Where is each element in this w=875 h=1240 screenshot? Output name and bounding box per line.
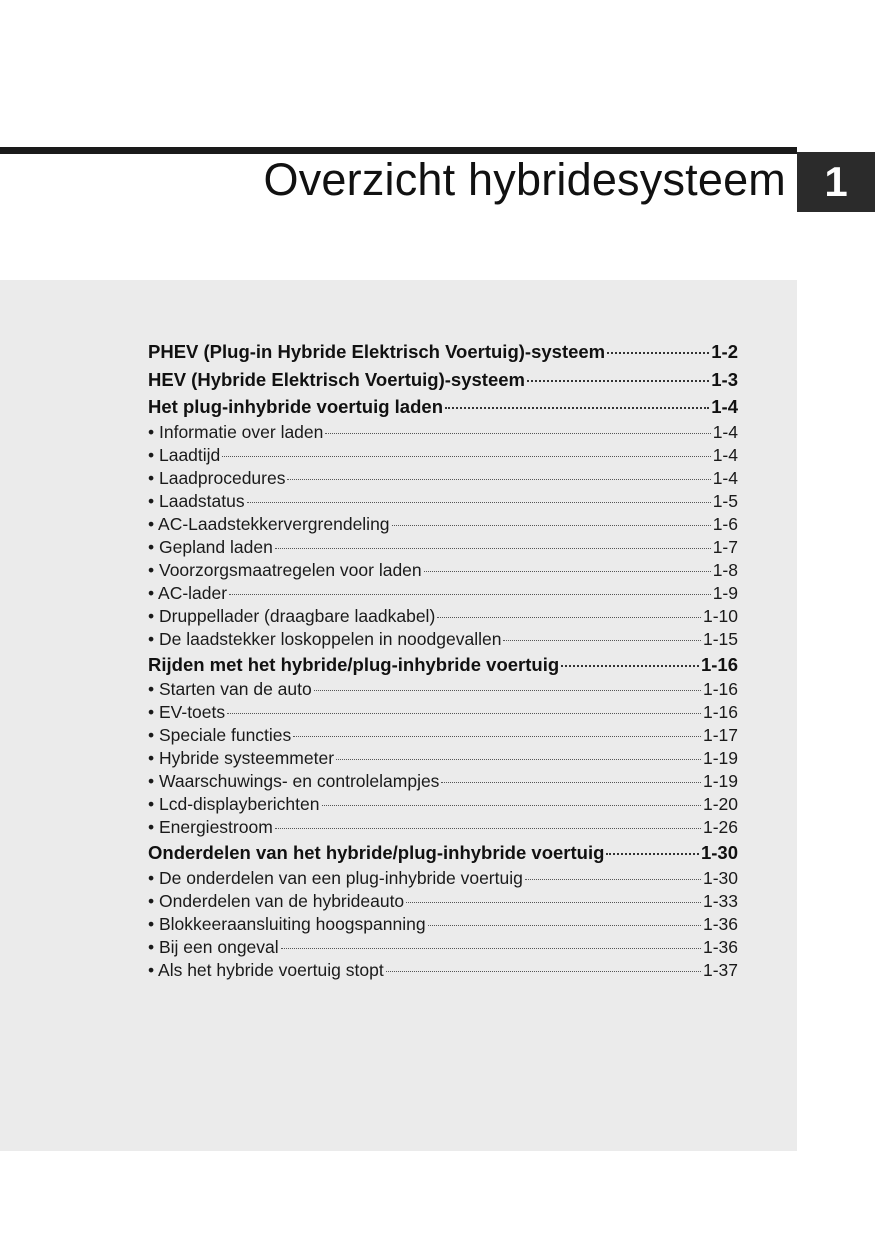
toc-entry-page: 1-16 (702, 702, 738, 722)
toc-entry-label: • AC-lader (148, 582, 228, 603)
toc-subsection-entry[interactable] (148, 913, 738, 936)
toc-subsection-entry[interactable] (148, 536, 738, 559)
toc-dot-leader (525, 879, 701, 880)
toc-section-entry[interactable] (148, 366, 738, 394)
toc-subsection-entry[interactable] (148, 770, 738, 793)
toc-dot-leader (445, 407, 709, 409)
toc-dot-leader (247, 502, 711, 503)
toc-entry-page: 1-15 (702, 628, 738, 649)
toc-dot-leader (406, 902, 701, 903)
toc-entry-page: 1-17 (702, 725, 738, 745)
toc-subsection-entry[interactable] (148, 559, 738, 582)
toc-dot-leader (424, 571, 711, 572)
toc-section-entry[interactable] (148, 839, 738, 867)
toc-dot-leader (607, 352, 709, 354)
toc-entry-label: • De laadstekker loskoppelen in noodgevallen (148, 628, 502, 649)
toc-dot-leader (441, 782, 701, 783)
toc-subsection-entry[interactable] (148, 890, 738, 913)
toc-entry-label: • Onderdelen van de hybrideauto (148, 890, 405, 911)
toc-entry-page: 1-3 (711, 368, 738, 390)
toc-entry-label: • De onderdelen van een plug-inhybride voertuig (148, 867, 523, 888)
toc-subsection-entry[interactable] (148, 816, 738, 839)
toc-entry-label: • EV-toets (148, 702, 226, 722)
toc-entry-page: 1-6 (712, 513, 738, 534)
toc-entry-page: 1-26 (702, 817, 738, 837)
toc-dot-leader (437, 617, 701, 618)
toc-entry-label: • Energiestroom (148, 817, 273, 837)
toc-subsection-entry[interactable] (148, 467, 738, 490)
toc-section-entry[interactable] (148, 338, 738, 366)
toc-entry-page: 1-19 (702, 748, 738, 768)
toc-dot-leader (227, 713, 701, 714)
toc-entry-label: • Informatie over laden (148, 421, 324, 442)
toc-dot-leader (229, 594, 711, 595)
toc-subsection-entry[interactable] (148, 628, 738, 651)
toc-entry-page: 1-5 (712, 490, 738, 511)
toc-entry-page: 1-10 (702, 605, 738, 626)
toc-entry-page: 1-9 (712, 582, 738, 603)
toc-dot-leader (314, 690, 701, 691)
toc-entry-label: • Voorzorgsmaatregelen voor laden (148, 559, 422, 580)
toc-entry-label: • AC-Laadstekkervergrendeling (148, 513, 390, 534)
toc-subsection-entry[interactable] (148, 793, 738, 816)
toc-entry-page: 1-8 (712, 559, 738, 580)
chapter-title: Overzicht hybridesysteem (263, 154, 786, 205)
toc-entry-label: • Waarschuwings- en controlelampjes (148, 771, 440, 791)
toc-entry-label: • Lcd-displayberichten (148, 794, 320, 814)
toc-subsection-entry[interactable] (148, 867, 738, 890)
toc-entry-page: 1-4 (712, 421, 738, 442)
chapter-number-tab: 1 (797, 152, 875, 212)
toc-entry-label: • Laadprocedures (148, 467, 286, 488)
toc-dot-leader (561, 665, 699, 667)
toc-dot-leader (336, 759, 701, 760)
toc-subsection-entry[interactable] (148, 678, 738, 701)
toc-dot-leader (275, 828, 701, 829)
toc-entry-label: • Gepland laden (148, 536, 273, 557)
toc-dot-leader (281, 948, 701, 949)
toc-entry-page: 1-16 (702, 679, 738, 699)
toc-dot-leader (503, 640, 701, 641)
toc-subsection-entry[interactable] (148, 582, 738, 605)
toc-entry-label: • Blokkeeraansluiting hoogspanning (148, 913, 426, 934)
toc-entry-page: 1-36 (702, 913, 738, 934)
toc-entry-page: 1-30 (702, 867, 738, 888)
toc-entry-label: Rijden met het hybride/plug-inhybride voertuig (148, 653, 560, 675)
toc-dot-leader (222, 456, 710, 457)
toc-dot-leader (275, 548, 711, 549)
toc-entry-label: • Druppellader (draagbare laadkabel) (148, 605, 436, 626)
toc-entry-label: • Bij een ongeval (148, 936, 279, 957)
toc-subsection-entry[interactable] (148, 747, 738, 770)
toc-entry-page: 1-19 (702, 771, 738, 791)
toc-entry-label: Onderdelen van het hybride/plug-inhybride voertuig (148, 842, 605, 863)
toc-entry-page: 1-4 (711, 396, 738, 417)
toc-entry-label: HEV (Hybride Elektrisch Voertuig)-systeem (148, 368, 525, 390)
toc-dot-leader (386, 971, 701, 972)
toc-dot-leader (322, 805, 701, 806)
toc-dot-leader (293, 736, 701, 737)
toc-entry-page: 1-4 (712, 444, 738, 465)
table-of-contents (148, 338, 738, 982)
toc-entry-label: • Als het hybride voertuig stopt (148, 959, 384, 980)
toc-entry-page: 1-30 (700, 842, 738, 863)
toc-entry-page: 1-33 (702, 890, 738, 911)
toc-subsection-entry[interactable] (148, 605, 738, 628)
toc-dot-leader (287, 479, 710, 480)
toc-entry-page: 1-7 (712, 536, 738, 557)
toc-subsection-entry[interactable] (148, 444, 738, 467)
toc-entry-label: • Laadtijd (148, 444, 221, 465)
toc-section-entry[interactable] (148, 393, 738, 421)
toc-entry-label: • Hybride systeemmeter (148, 748, 335, 768)
toc-entry-page: 1-2 (711, 341, 738, 362)
toc-dot-leader (428, 925, 701, 926)
toc-subsection-entry[interactable] (148, 959, 738, 982)
toc-subsection-entry[interactable] (148, 936, 738, 959)
toc-subsection-entry[interactable] (148, 490, 738, 513)
toc-entry-label: • Speciale functies (148, 725, 292, 745)
toc-entry-page: 1-36 (702, 936, 738, 957)
toc-dot-leader (392, 525, 711, 526)
toc-dot-leader (527, 380, 709, 382)
toc-subsection-entry[interactable] (148, 421, 738, 444)
toc-entry-label: • Laadstatus (148, 490, 245, 511)
toc-section-entry[interactable] (148, 651, 738, 679)
toc-subsection-entry[interactable] (148, 724, 738, 747)
toc-entry-label: PHEV (Plug-in Hybride Elektrisch Voertuig)-systeem (148, 341, 606, 362)
toc-subsection-entry[interactable] (148, 701, 738, 724)
toc-entry-page: 1-37 (702, 959, 738, 980)
toc-dot-leader (606, 853, 699, 855)
toc-entry-label: Het plug-inhybride voertuig laden (148, 396, 443, 417)
toc-subsection-entry[interactable] (148, 513, 738, 536)
toc-entry-label: • Starten van de auto (148, 679, 312, 699)
toc-dot-leader (325, 433, 710, 434)
toc-entry-page: 1-16 (700, 653, 738, 675)
toc-entry-page: 1-4 (712, 467, 738, 488)
toc-entry-page: 1-20 (702, 794, 738, 814)
